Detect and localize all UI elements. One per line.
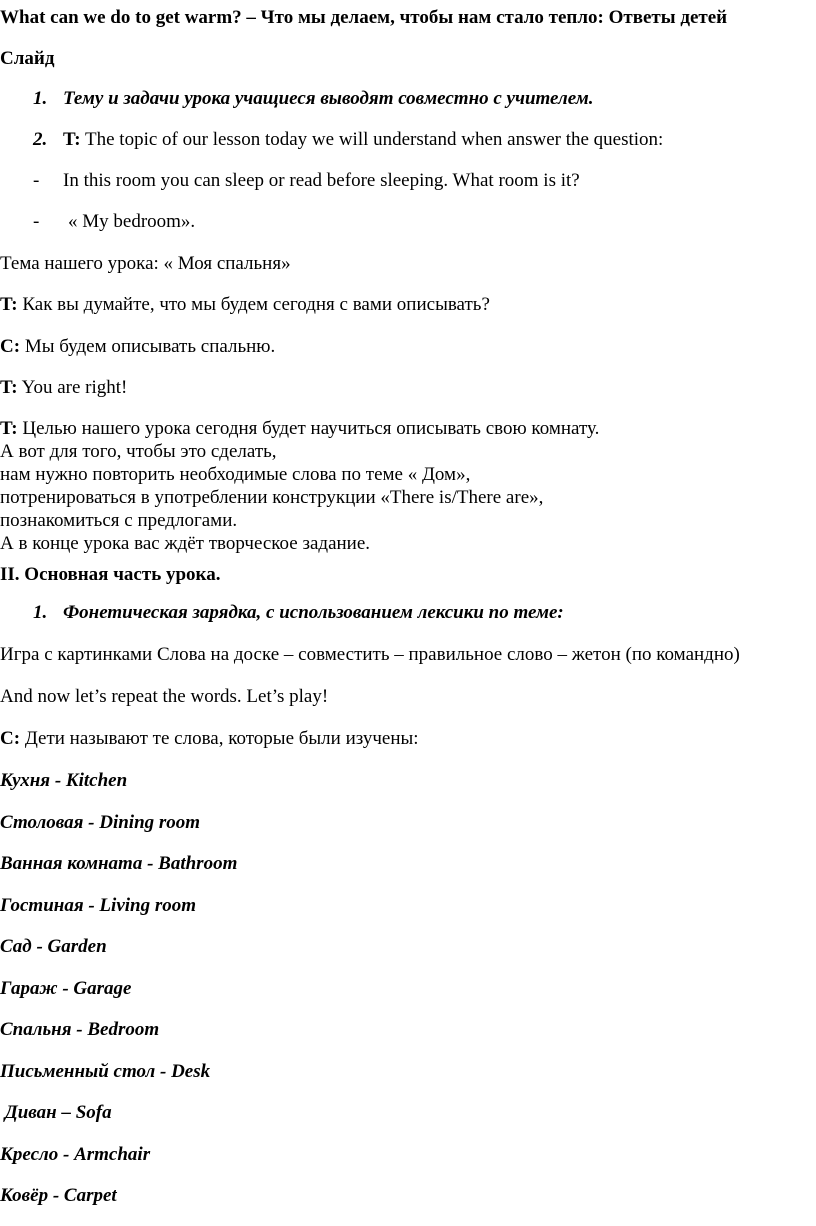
vocab-item: Гараж - Garage (0, 978, 132, 999)
list-number: 1. (33, 88, 48, 109)
speaker-label: C: (0, 728, 21, 749)
vocab-item: Кухня - Kitchen (0, 770, 128, 791)
dialogue-line (0, 377, 127, 399)
dialogue-line (0, 336, 275, 358)
speaker-label: T: (0, 294, 18, 315)
repeat-instruction: And now let’s repeat the words. Let’s play! (0, 686, 329, 707)
game-instruction: Игра с картинками Слова на доске – совместить – правильное слово – жетон (по командно) (0, 644, 740, 665)
goal-line: познакомиться с предлогами. (0, 510, 238, 531)
section-heading: II. Основная часть урока. (0, 564, 221, 585)
list-item-text: The topic of our lesson today we will understand when answer the question: (85, 129, 664, 150)
vocab-item: Столовая - Dining room (0, 812, 201, 833)
goal-line: А в конце урока вас ждёт творческое задание. (0, 533, 371, 554)
list-item-text: Фонетическая зарядка, с использованием лексики по теме: (63, 602, 564, 623)
goal-line: потренироваться в употреблении конструкции «There is/There are», (0, 487, 544, 508)
list-number: 2. (33, 129, 48, 150)
dash-item-text: In this room you can sleep or read before sleeping. What room is it? (63, 170, 580, 191)
goal-line: А вот для того, чтобы это сделать, (0, 441, 277, 462)
vocab-item: Гостиная - Living room (0, 895, 197, 916)
speaker-label: C: (0, 336, 21, 357)
dialogue-line (0, 294, 490, 316)
vocab-item: Ванная комната - Bathroom (0, 853, 238, 874)
goal-line: нам нужно повторить необходимые слова по теме « Дом», (0, 464, 471, 485)
speaker-label: T: (0, 418, 18, 439)
speaker-label: T: (63, 129, 81, 150)
slide-label: Слайд (0, 48, 55, 69)
dash-mark: - (33, 170, 40, 191)
dash-item-text: « My bedroom». (68, 211, 196, 232)
dialogue-text: Мы будем описывать спальню. (24, 336, 276, 357)
dialogue-text: You are right! (21, 377, 128, 398)
speaker-label: T: (0, 377, 18, 398)
dialogue-text: Как вы думайте, что мы будем сегодня с вами описывать? (22, 294, 490, 315)
dash-mark: - (33, 211, 40, 232)
list-item-text: Тему и задачи урока учащиеся выводят совместно с учителем. (63, 88, 594, 109)
document-title: What can we do to get warm? – Что мы делаем, чтобы нам стало тепло: Ответы детей (0, 7, 728, 28)
vocab-item: Диван – Sofa (0, 1102, 112, 1123)
vocab-item: Ковёр - Carpet (0, 1185, 117, 1206)
lesson-topic: Тема нашего урока: « Моя спальня» (0, 253, 291, 274)
dialogue-text: Дети называют те слова, которые были изучены: (24, 728, 419, 749)
vocab-item: Письменный стол - Desk (0, 1061, 211, 1082)
list-number: 1. (33, 602, 48, 623)
dialogue-text: Целью нашего урока сегодня будет научиться описывать свою комнату. (22, 418, 600, 439)
dialogue-line (0, 728, 419, 750)
vocab-item: Сад - Garden (0, 936, 107, 957)
vocab-item: Кресло - Armchair (0, 1144, 151, 1165)
vocab-item: Спальня - Bedroom (0, 1019, 160, 1040)
dialogue-line (0, 418, 599, 440)
